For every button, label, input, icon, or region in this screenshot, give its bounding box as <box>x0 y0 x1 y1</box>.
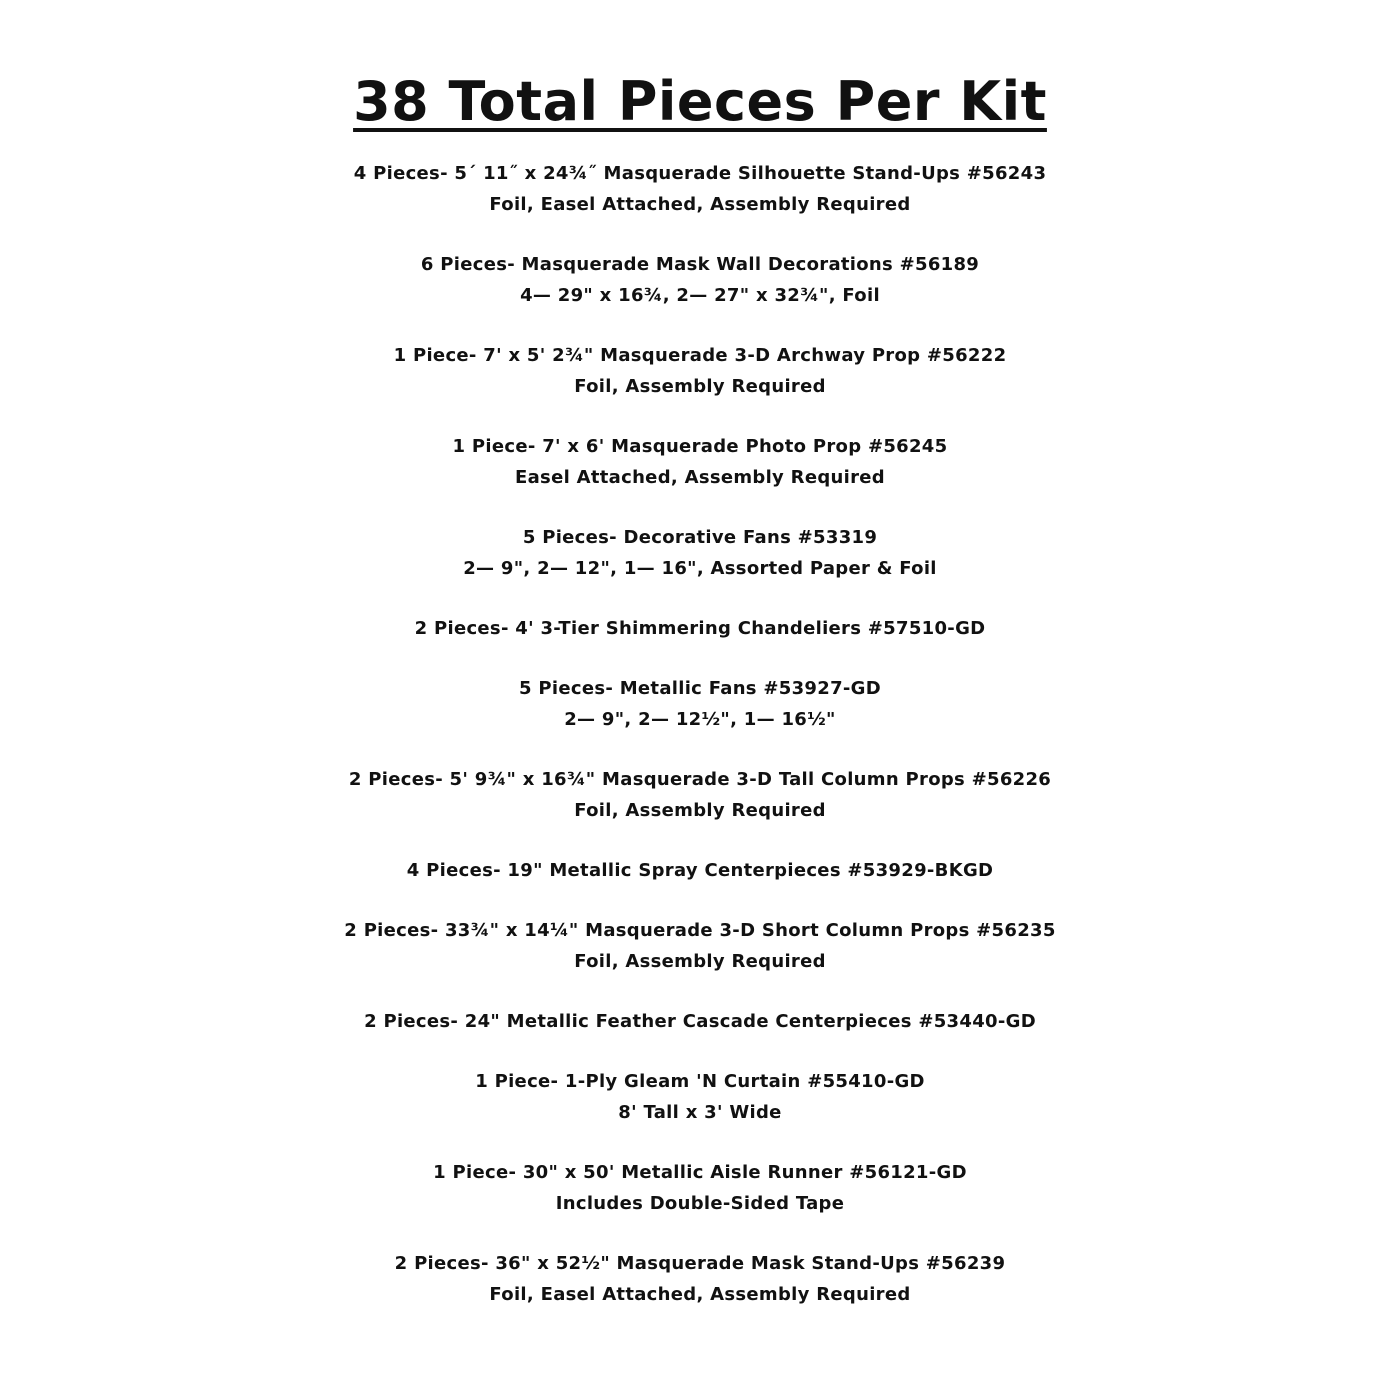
item-description: 4 Pieces- 19" Metallic Spray Centerpieces #53929-BKGD <box>406 860 994 881</box>
item-details: Easel Attached, Assembly Required <box>515 467 885 488</box>
list-item <box>0 1157 1400 1219</box>
list-item <box>0 158 1400 220</box>
list-item <box>0 1248 1400 1310</box>
item-description: 2 Pieces- 4' 3-Tier Shimmering Chandeliers #57510-GD <box>414 618 986 639</box>
item-details: 4— 29" x 16¾, 2— 27" x 32¾", Foil <box>520 285 880 306</box>
item-details: Foil, Easel Attached, Assembly Required <box>489 194 911 215</box>
item-details: Foil, Assembly Required <box>574 376 826 397</box>
item-details: Foil, Assembly Required <box>574 800 826 821</box>
page-title <box>0 70 1400 134</box>
item-details: Includes Double-Sided Tape <box>555 1193 845 1214</box>
list-item <box>0 915 1400 977</box>
item-details: 2— 9", 2— 12½", 1— 16½" <box>564 709 836 730</box>
list-item <box>0 1066 1400 1128</box>
list-item <box>0 522 1400 584</box>
page-title-text: 38 Total Pieces Per Kit <box>353 70 1047 133</box>
item-description: 1 Piece- 1-Ply Gleam 'N Curtain #55410-GD <box>475 1071 925 1092</box>
list-item <box>0 764 1400 826</box>
item-description: 2 Pieces- 24" Metallic Feather Cascade Centerpieces #53440-GD <box>364 1011 1036 1032</box>
kit-items-list <box>0 158 1400 1339</box>
item-description: 5 Pieces- Decorative Fans #53319 <box>522 527 878 548</box>
list-item <box>0 340 1400 402</box>
item-details: Foil, Assembly Required <box>574 951 826 972</box>
item-details: Foil, Easel Attached, Assembly Required <box>489 1284 911 1305</box>
list-item <box>0 613 1400 644</box>
list-item <box>0 673 1400 735</box>
item-description: 6 Pieces- Masquerade Mask Wall Decorations #56189 <box>420 254 980 275</box>
list-item <box>0 249 1400 311</box>
item-description: 2 Pieces- 33¾" x 14¼" Masquerade 3-D Short Column Props #56235 <box>344 920 1056 941</box>
item-description: 1 Piece- 7' x 6' Masquerade Photo Prop #56245 <box>452 436 948 457</box>
item-details: 8' Tall x 3' Wide <box>618 1102 782 1123</box>
list-item <box>0 855 1400 886</box>
list-item <box>0 1006 1400 1037</box>
list-item <box>0 431 1400 493</box>
item-description: 2 Pieces- 36" x 52½" Masquerade Mask Stand-Ups #56239 <box>394 1253 1006 1274</box>
item-description: 5 Pieces- Metallic Fans #53927-GD <box>519 678 881 699</box>
item-description: 1 Piece- 7' x 5' 2¾" Masquerade 3-D Archway Prop #56222 <box>393 345 1007 366</box>
item-description: 4 Pieces- 5´ 11˝ x 24¾˝ Masquerade Silhouette Stand-Ups #56243 <box>353 163 1047 184</box>
item-description: 2 Pieces- 5' 9¾" x 16¾" Masquerade 3-D Tall Column Props #56226 <box>348 769 1052 790</box>
item-details: 2— 9", 2— 12", 1— 16", Assorted Paper & Foil <box>463 558 937 579</box>
item-description: 1 Piece- 30" x 50' Metallic Aisle Runner #56121-GD <box>433 1162 967 1183</box>
